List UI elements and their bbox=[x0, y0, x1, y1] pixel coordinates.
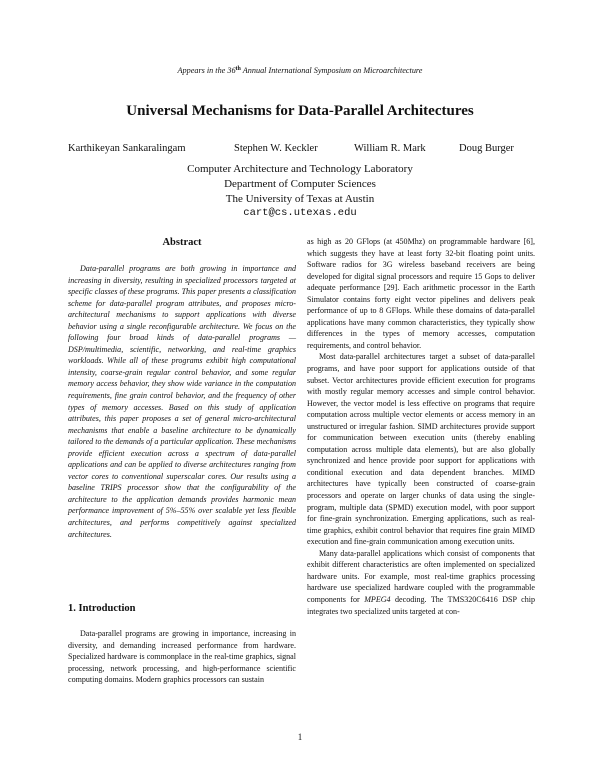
contact-email[interactable]: cart@cs.utexas.edu bbox=[243, 207, 357, 219]
right-paragraph-2: Most data-parallel architectures target a subset of data-parallel programs, and have poor support for applications outside of that subset. Vector architectures provide efficient execution for programs with mostly regular memory accesses and simple control behavior. However, the vector model is less effective on programs that require computation across multiple vector elements or access memory in an unstructured or irregular fashion. SIMD architectures provide support for communication between execution units (thereby enabling computation across multiple data elements), but are also globally synchronized and hence provide poor support for applications with conditional execution and data dependent branches. MIMD architectures have typically been constructed of coarse-grain processors and operate on larger chunks of data using the single-program, multiple data (SPMD) execution model, with poor support for fine-grain synchronization. Emerging applications, such as real-time graphics, exhibit control behavior that requires fine grain MIMD execution and fine-grain communication among execution units. bbox=[307, 352, 535, 547]
author-3: William R. Mark bbox=[354, 143, 426, 154]
paper-title: Universal Mechanisms for Data-Parallel Architectures bbox=[126, 103, 474, 119]
author-1: Karthikeyan Sankaralingam bbox=[68, 143, 186, 154]
abstract-heading: Abstract bbox=[162, 237, 202, 248]
affiliation-lab: Computer Architecture and Technology Laboratory bbox=[187, 163, 413, 175]
right-column bbox=[307, 236, 535, 617]
affiliation-university: The University of Texas at Austin bbox=[225, 193, 375, 205]
author-2: Stephen W. Keckler bbox=[234, 143, 318, 154]
affiliation-dept: Department of Computer Sciences bbox=[224, 178, 376, 190]
right-paragraph-3 bbox=[307, 548, 535, 617]
right-paragraph-3-emphasis: MPEG4 bbox=[364, 594, 391, 604]
right-paragraph-1: as high as 20 GFlops (at 450Mhz) on programmable hardware [6], which suggests they have at least forty 32-bit floating point units. Software radios for 3G wireless baseband receivers are being developed for digital signal processors and require 15 Gops to deliver adequate performance [29]. Each arithmetic processor in the Earth Simulator contains forty eight vector pipelines and delivers peak performance of up to 8 GFlops. While these domains of data-parallel applications have many common characteristics, they typically show differences in the types of memory accesses, computation requirements, and control behavior. bbox=[307, 237, 535, 350]
venue-ordinal-num: 36 bbox=[227, 66, 236, 75]
author-4: Doug Burger bbox=[459, 143, 514, 154]
introduction-heading: 1. Introduction bbox=[68, 603, 136, 614]
right-paragraph-3-part-b: decoding. The TMS320C6416 DSP chip integrates two specialized units targeted at con- bbox=[307, 594, 536, 616]
page-number: 1 bbox=[297, 732, 303, 742]
venue-prefix: Appears in the bbox=[177, 66, 228, 75]
abstract-text: Data-parallel programs are both growing in importance and increasing in diversity, resulting in specialized processors targeted at specific classes of these programs. This paper presents a classification scheme for data-parallel program attributes, and proposes micro-architectural mechanisms to support applications with diverse behavior using a single reconfigurable architecture. We focus on the following four broad kinds of data-parallel programs — DSP/multimedia, scientific, networking, and real-time graphics workloads. While all of these programs exhibit high computational intensity, coarse-grain regular control behavior, and some regular memory access behavior, they show wide variance in the computation requirements, fine grain control behavior, and the frequency of other types of memory accesses. Based on this study of application attributes, this paper proposes a set of general micro-architectural mechanisms that enable a baseline architecture to be dynamically tailored to the demands of a particular application. These mechanisms provide efficient execution across a spectrum of data-parallel applications and can be applied to diverse architectures ranging from vector cores to conventional superscalar cores. Our results using a baseline TRIPS processor show that the configurability of the architecture to the application demands provides harmonic mean performance improvement of 5%–55% over scalable yet less flexible architectures, and performs competitively against specialized architectures. bbox=[68, 264, 296, 539]
right-paragraph-3-part-a: Many data-parallel applications which consist of components that exhibit different characteristics are often implemented on specialized hardware units. For example, most real-time graphics processing hardware use specialized hardware coupled with the programmable components for bbox=[307, 548, 535, 604]
introduction-text: Data-parallel programs are growing in importance, increasing in diversity, and demanding increased performance from hardware. Specialized hardware is commonplace in the real-time graphics, signal processing, network processing, and high-performance scientific computing domains. Modern graphics processors can sustain bbox=[68, 629, 296, 685]
venue-suffix: Annual International Symposium on Microarchitecture bbox=[240, 66, 423, 75]
venue-line bbox=[0, 66, 600, 75]
venue-ordinal-suffix: th bbox=[235, 66, 241, 72]
abstract-body bbox=[68, 263, 296, 540]
